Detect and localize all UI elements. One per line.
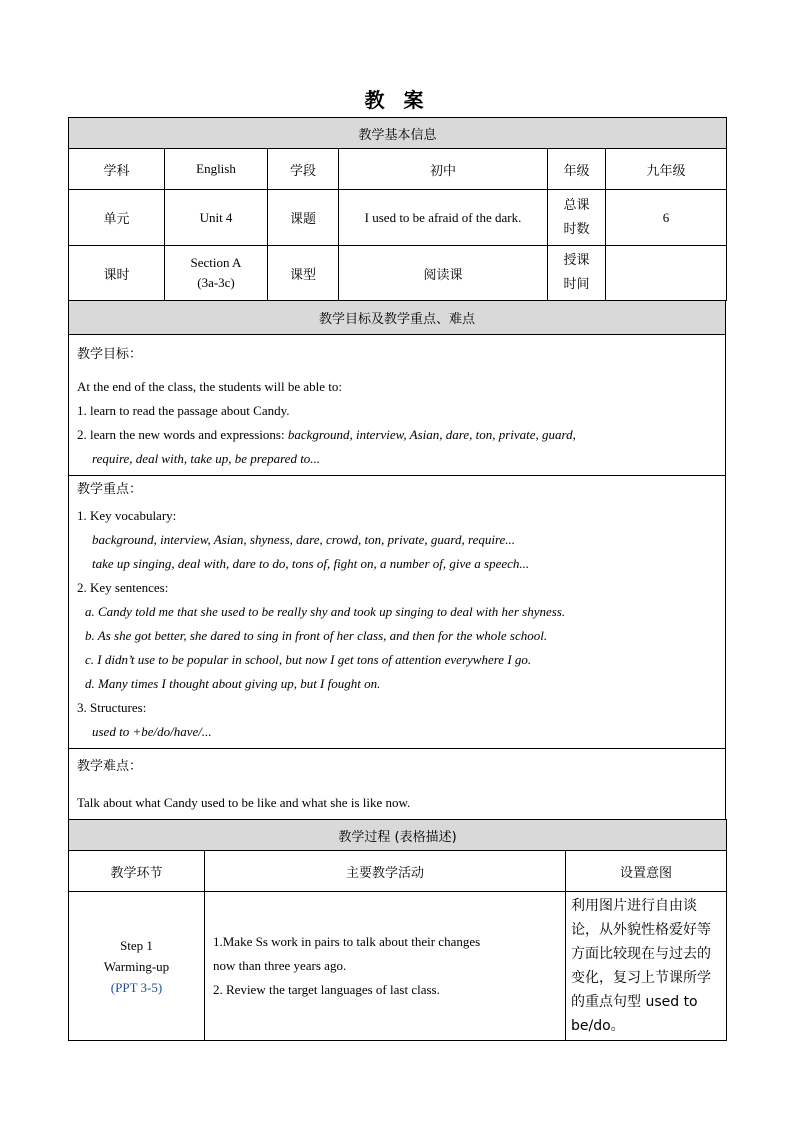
step1-activity-1a: 1.Make Ss work in pairs to talk about their changes <box>213 934 481 949</box>
structures-value: used to +be/do/have/... <box>92 724 212 739</box>
key-vocab-line1: background, interview, Asian, shyness, dare, crowd, ton, private, guard, require... <box>92 532 516 547</box>
key-vocab-line2: take up singing, deal with, dare to do, tons of, fight on, a number of, give a speech... <box>92 556 530 571</box>
grade-label: 年级 <box>548 149 606 190</box>
step1-purpose: 利用图片进行自由谈论，从外貌性格爱好等方面比较现在与过去的变化，复习上节课所学的重点句型 used to be/do。 <box>566 892 727 1041</box>
process-table <box>68 819 727 1041</box>
total-hours-label-line1: 总课 <box>563 197 590 213</box>
step1-name: Warming-up <box>103 958 170 974</box>
stage-value: 初中 <box>339 149 548 190</box>
goals-heading: 教学目标： <box>77 347 143 362</box>
goals-cell <box>69 335 726 476</box>
goal-1: 1. learn to read the passage about Candy. <box>77 403 290 418</box>
type-label: 课型 <box>268 246 339 301</box>
class-time-label-line2: 时间 <box>563 277 590 292</box>
basic-info-header: 教学基本信息 <box>69 118 727 149</box>
goal-2-prefix: 2. learn the new words and expressions: <box>77 427 288 442</box>
period-value-line2: (3a-3c) <box>197 275 235 290</box>
goal-2 <box>77 423 717 447</box>
unit-label: 单元 <box>69 190 165 246</box>
subject-label: 学科 <box>69 149 165 190</box>
difficulties-text: Talk about what Candy used to be like and what she is like now. <box>77 795 411 810</box>
objectives-table <box>68 300 726 820</box>
process-header: 教学过程 (表格描述) <box>69 820 727 851</box>
difficulties-cell <box>69 749 726 820</box>
difficulties-heading: 教学难点： <box>77 759 143 774</box>
key-sentence-a: a. Candy told me that she used to be really shy and took up singing to deal with her shyness. <box>85 604 566 619</box>
step1-activities <box>205 892 566 1041</box>
step1-activity-1b: now than three years ago. <box>213 958 347 973</box>
goal-2-words: background, interview, Asian, dare, ton, private, guard, <box>287 427 576 442</box>
total-hours-label-line2: 时数 <box>563 221 590 237</box>
col-activity-header: 主要教学活动 <box>205 851 566 892</box>
col-stage-header: 教学环节 <box>69 851 205 892</box>
class-time-label-line1: 授课 <box>563 253 590 268</box>
key-points-cell <box>69 476 726 749</box>
col-purpose-header: 设置意图 <box>566 851 727 892</box>
grade-value: 九年级 <box>606 149 727 190</box>
period-value <box>165 246 268 301</box>
key-sentence-c: c. I didn’t use to be popular in school, but now I get tons of attention everywhere I go. <box>85 652 532 667</box>
key-sentence-d: d. Many times I thought about giving up, but I fought on. <box>85 676 381 691</box>
key-sentences-label: 2. Key sentences: <box>77 580 169 595</box>
total-hours-value: 6 <box>606 190 727 246</box>
class-time-label <box>548 246 606 301</box>
basic-info-table <box>68 117 727 301</box>
total-hours-label <box>548 190 606 246</box>
structures-label: 3. Structures: <box>77 700 147 715</box>
key-sentence-b: b. As she got better, she dared to sing in front of her class, and then for the whole school. <box>85 628 548 643</box>
period-label: 课时 <box>69 246 165 301</box>
step1-ppt: (PPT 3-5) <box>110 979 163 995</box>
stage-label: 学段 <box>268 149 339 190</box>
class-time-value <box>606 246 727 301</box>
objectives-header: 教学目标及教学重点、难点 <box>69 301 726 335</box>
step1-stage <box>69 892 205 1041</box>
lesson-plan-page <box>68 117 726 1041</box>
topic-label: 课题 <box>268 190 339 246</box>
step1-title: Step 1 <box>120 937 153 953</box>
topic-value: I used to be afraid of the dark. <box>339 190 548 246</box>
unit-value: Unit 4 <box>165 190 268 246</box>
goal-2-continued: require, deal with, take up, be prepared to... <box>92 451 321 466</box>
document-title: 教 案 <box>364 88 430 112</box>
key-vocab-label: 1. Key vocabulary: <box>77 508 177 523</box>
key-points-heading: 教学重点： <box>77 482 143 497</box>
type-value: 阅读课 <box>339 246 548 301</box>
step1-activity-2: 2. Review the target languages of last class. <box>213 982 440 997</box>
goals-intro: At the end of the class, the students will be able to: <box>77 379 342 394</box>
period-value-line1: Section A <box>190 255 242 270</box>
subject-value: English <box>165 149 268 190</box>
